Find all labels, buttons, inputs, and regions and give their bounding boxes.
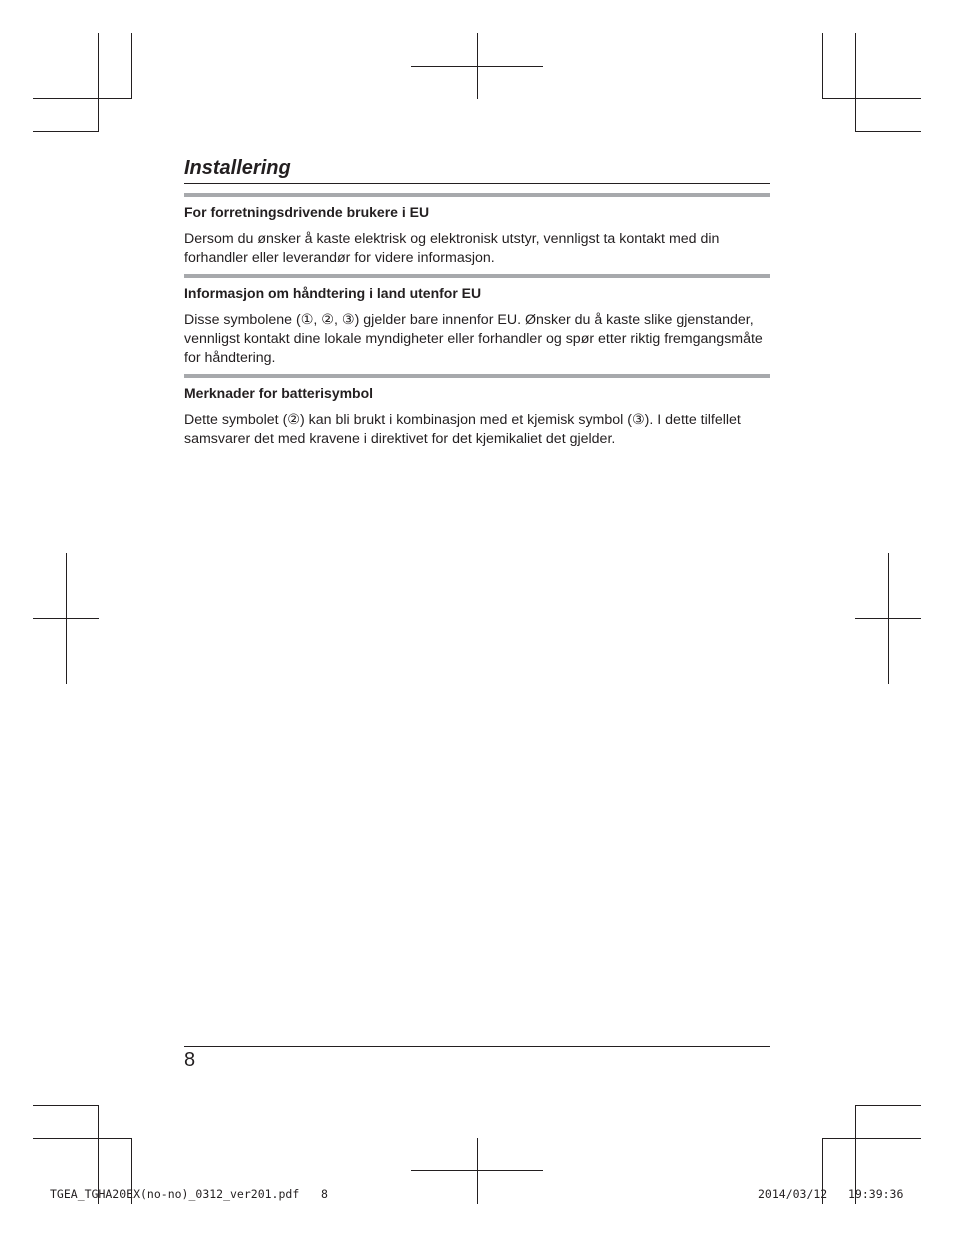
battery-symbol-section: [184, 374, 770, 449]
footer-rule: [184, 1046, 770, 1047]
crop-mark: [33, 98, 132, 99]
section-divider: [184, 374, 770, 378]
registration-mark: [411, 1170, 543, 1171]
title-rule: [184, 183, 770, 184]
print-slug-date: 2014/03/12: [758, 1187, 828, 1201]
crop-mark: [98, 33, 99, 132]
section-body: Disse symbolene (①, ②, ③) gjelder bare innenfor EU. Ønsker du å kaste slike gjenstander, vennligst kontakt dine lokale myndigheter eller forhandler og spør etter riktig fremgangsmåte for håndtering.: [184, 312, 763, 366]
crop-mark: [822, 98, 921, 99]
section-body: Dette symbolet (②) kan bli brukt i kombinasjon med et kjemisk symbol (③). I dette tilfellet samsvarer det med kravene i direktivet for det kjemikaliet det gjelder.: [184, 412, 741, 447]
crop-mark: [33, 131, 99, 132]
registration-mark: [855, 618, 921, 619]
section-title: Installering: [184, 157, 291, 179]
section-body: Dersom du ønsker å kaste elektrisk og elektronisk utstyr, vennligst ta kontakt med din forhandler eller leverandør for videre informasjon.: [184, 231, 720, 266]
crop-mark: [822, 33, 823, 99]
eu-business-section: [184, 193, 770, 268]
page-number: 8: [184, 1049, 196, 1071]
registration-mark: [477, 1138, 478, 1204]
section-heading: Informasjon om håndtering i land utenfor EU: [184, 285, 482, 301]
crop-mark: [33, 1138, 132, 1139]
registration-mark: [33, 618, 99, 619]
print-slug-filename: TGEA_TGHA20EX(no-no)_0312_ver201.pdf: [50, 1187, 300, 1201]
print-slug-time: 19:39:36: [848, 1187, 904, 1201]
section-heading: Merknader for batterisymbol: [184, 385, 374, 401]
section-divider: [184, 274, 770, 278]
crop-mark: [822, 1138, 921, 1139]
crop-mark: [855, 33, 856, 132]
crop-mark: [855, 1105, 921, 1106]
section-divider: [184, 193, 770, 197]
print-slug-sheet: 8: [321, 1187, 328, 1201]
section-heading: For forretningsdrivende brukere i EU: [184, 204, 430, 220]
crop-mark: [131, 33, 132, 99]
registration-mark: [411, 66, 543, 67]
crop-mark: [33, 1105, 99, 1106]
non-eu-disposal-section: [184, 274, 770, 368]
crop-mark: [855, 131, 921, 132]
